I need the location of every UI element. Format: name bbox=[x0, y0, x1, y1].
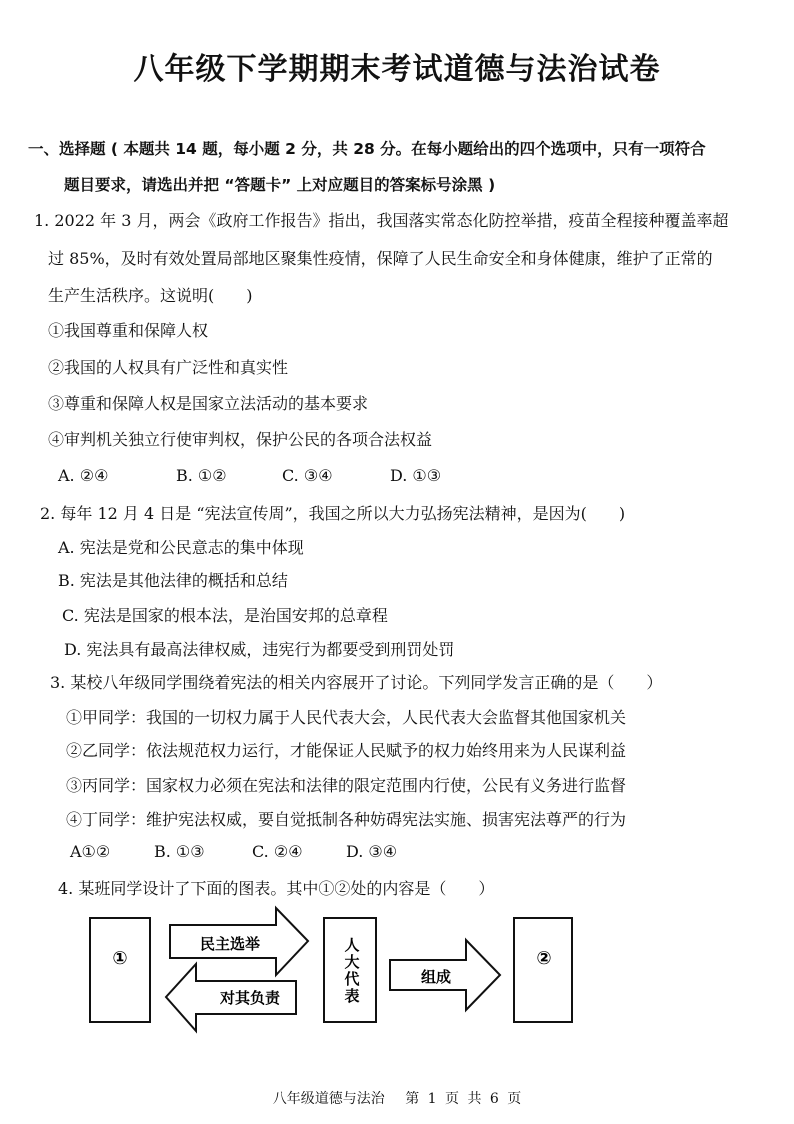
diagram-box-1 bbox=[90, 918, 150, 1022]
page-footer bbox=[0, 1088, 794, 1108]
q1-statement-4: ④审判机关独立行使审判权，保护公民的各项合法权益 bbox=[48, 430, 433, 449]
diagram-box-2 bbox=[514, 918, 572, 1022]
q2-option-d: D. 宪法具有最高法律权威，违宪行为都要受到刑罚处罚 bbox=[64, 640, 455, 659]
arrow-right-label: 组成 bbox=[420, 968, 452, 986]
q4-stem: 4. 某班同学设计了下面的图表。其中①②处的内容是（ ） bbox=[58, 879, 495, 898]
q1-option-a: A. ②④ bbox=[58, 466, 109, 485]
q1-option-b: B. ①② bbox=[176, 466, 227, 485]
q3-statement-4: ④丁同学：维护宪法权威，要自觉抵制各种妨碍宪法实施、损害宪法尊严的行为 bbox=[66, 810, 627, 829]
arrow-bottom-label: 对其负责 bbox=[219, 989, 281, 1007]
q1-option-d: D. ①③ bbox=[390, 466, 442, 485]
q2-option-c: C. 宪法是国家的根本法，是治国安邦的总章程 bbox=[62, 606, 388, 625]
box-mid-char-2: 大 bbox=[344, 953, 360, 971]
q1-statement-1: ①我国尊重和保障人权 bbox=[48, 321, 209, 340]
q3-option-a: A①② bbox=[70, 842, 111, 861]
footer-subject: 八年级道德与法治 bbox=[272, 1091, 385, 1107]
page-title: 八年级下学期期末考试道德与法治试卷 bbox=[133, 52, 661, 87]
q1-statement-3: ③尊重和保障人权是国家立法活动的基本要求 bbox=[48, 394, 369, 413]
q1-option-c: C. ③④ bbox=[282, 466, 333, 485]
box-mid-char-1: 人 bbox=[344, 936, 360, 954]
q3-option-d: D. ③④ bbox=[346, 842, 398, 861]
box-mid-char-3: 代 bbox=[344, 970, 360, 988]
q1-stem-line3: 生产生活秩序。这说明( ) bbox=[48, 286, 253, 305]
q2-stem: 2. 每年 12 月 4 日是 “宪法宣传周”，我国之所以大力弘扬宪法精神，是因为( ) bbox=[40, 504, 626, 523]
q3-statement-1: ①甲同学：我国的一切权力属于人民代表大会，人民代表大会监督其他国家机关 bbox=[66, 708, 627, 727]
q3-option-b: B. ①③ bbox=[154, 842, 205, 861]
q1-statement-2: ②我国的人权具有广泛性和真实性 bbox=[48, 358, 289, 377]
arrow-top-label: 民主选举 bbox=[199, 935, 261, 953]
section-heading-line2: 题目要求，请选出并把 “答题卡” 上对应题目的答案标号涂黑 ) bbox=[64, 176, 496, 194]
q2-option-a: A. 宪法是党和公民意志的集中体现 bbox=[58, 538, 304, 557]
box-mid-char-4: 表 bbox=[344, 987, 360, 1005]
diagram-box-1-label: ① bbox=[112, 948, 128, 969]
section-heading-line1: 一、选择题 ( 本题共 14 题，每小题 2 分，共 28 分。在每小题给出的四个选项中，只有一项符合 bbox=[28, 140, 706, 158]
diagram-box-2-label: ② bbox=[536, 948, 552, 969]
footer-page-number: 第 1 页 共 6 页 bbox=[405, 1091, 522, 1107]
q3-stem: 3. 某校八年级同学围绕着宪法的相关内容展开了讨论。下列同学发言正确的是（ ） bbox=[50, 673, 663, 692]
q1-stem-line1: 1. 2022 年 3 月，两会《政府工作报告》指出，我国落实常态化防控举措，疫苗全程接种覆盖率超 bbox=[34, 211, 729, 230]
q3-option-c: C. ②④ bbox=[252, 842, 303, 861]
q3-statement-3: ③丙同学：国家权力必须在宪法和法律的限定范围内行使，公民有义务进行监督 bbox=[66, 776, 627, 795]
q2-option-b: B. 宪法是其他法律的概括和总结 bbox=[58, 571, 288, 590]
q1-stem-line2: 过 85%，及时有效处置局部地区聚集性疫情，保障了人民生命安全和身体健康，维护了正常的 bbox=[48, 249, 713, 268]
q3-statement-2: ②乙同学：依法规范权力运行，才能保证人民赋予的权力始终用来为人民谋利益 bbox=[66, 741, 627, 760]
